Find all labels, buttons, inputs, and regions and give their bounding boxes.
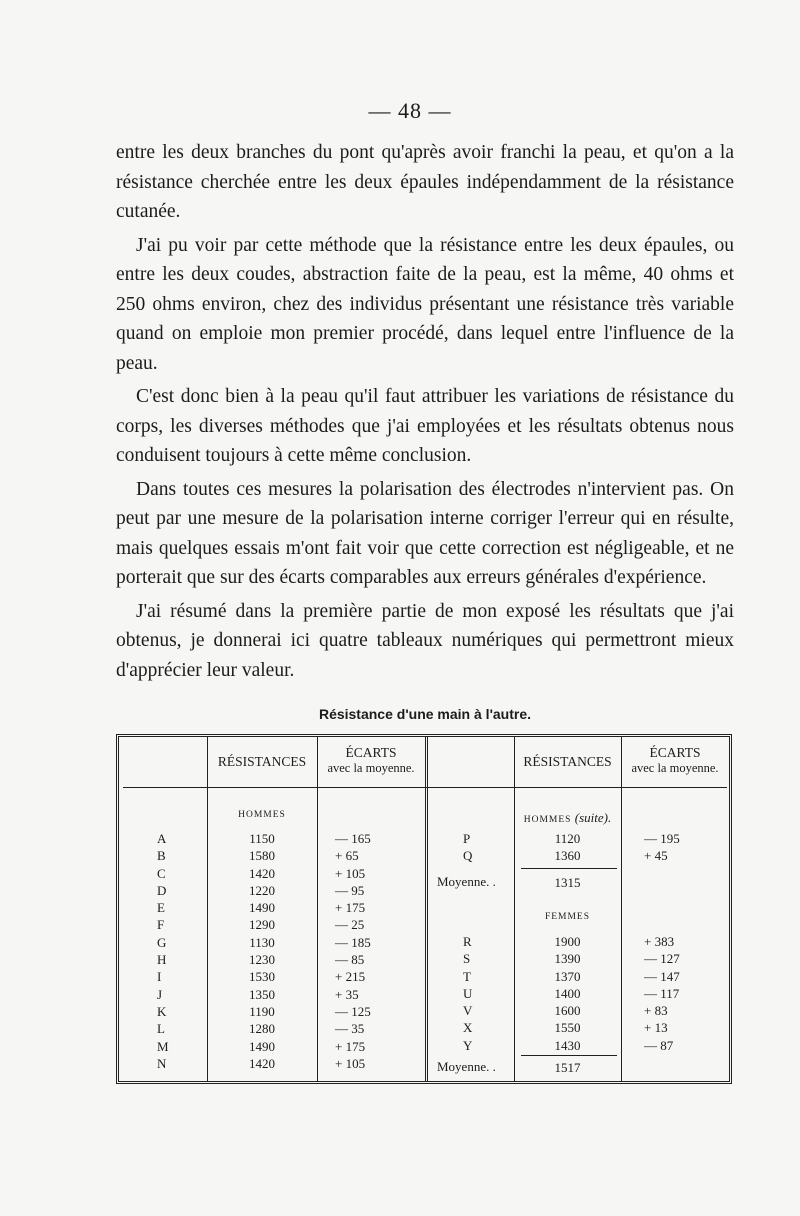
subject-letter: K bbox=[157, 1003, 167, 1019]
ecart-value: — 165 bbox=[335, 831, 371, 846]
paragraph: Dans toutes ces mesures la polarisation des électrodes n'intervient pas. On peut par une mesure de la polarisation interne corriger l'erreur qui en résulte, mais quelques essais m'ont fait voir que cette correction est négligeable, et ne porterait que sur des écarts comparables aux erreurs générales d'expérience. bbox=[116, 478, 734, 588]
subject-letter: B bbox=[157, 848, 166, 864]
paragraph: J'ai pu voir par cette méthode que la résistance entre les deux épaules, ou entre les deux coudes, abstraction faite de la peau, est la même, 40 ohms et 250 ohms environ, chez des individus présentant une résistance très variable quand on emploie mon premier procédé, dans lequel entre l'influence de la peau. bbox=[116, 234, 734, 374]
ecart-value: + 65 bbox=[335, 848, 359, 864]
resistance-value: 1220 bbox=[249, 882, 275, 898]
resistance-value: 1280 bbox=[249, 1021, 275, 1037]
right-hommes-letters bbox=[463, 830, 493, 865]
column-rule bbox=[621, 737, 622, 1081]
subject-letter: Q bbox=[463, 848, 473, 864]
ecart-value: + 13 bbox=[644, 1020, 668, 1036]
ecart-value: — 147 bbox=[644, 968, 680, 984]
subject-letter: U bbox=[463, 985, 473, 1001]
resistance-value: 1370 bbox=[554, 968, 581, 984]
body-text bbox=[116, 138, 734, 689]
resistance-value: 1400 bbox=[554, 985, 581, 1001]
right-femmes-letters bbox=[463, 933, 493, 1054]
ecart-value: — 125 bbox=[335, 1003, 371, 1019]
subject-letter: G bbox=[157, 934, 167, 950]
resistance-value: 1190 bbox=[249, 1003, 275, 1019]
left-letters bbox=[157, 830, 187, 1072]
ecart-value: — 185 bbox=[335, 934, 371, 950]
resistance-value: 1420 bbox=[249, 1055, 275, 1071]
resistance-value: 1900 bbox=[554, 934, 581, 949]
column-rule bbox=[425, 737, 428, 1081]
hommes-suite-label bbox=[514, 810, 621, 826]
resistance-value: 1150 bbox=[249, 831, 275, 846]
subject-letter: T bbox=[463, 968, 471, 984]
subject-letter: C bbox=[157, 865, 166, 881]
resistance-value: 1420 bbox=[249, 865, 275, 881]
resistance-value: 1490 bbox=[249, 900, 275, 916]
resistance-value: 1490 bbox=[249, 1038, 275, 1054]
ecart-value: + 215 bbox=[335, 969, 366, 985]
header-ecarts-sub: avec la moyenne. bbox=[327, 761, 415, 775]
ecart-value: — 95 bbox=[335, 882, 365, 898]
subject-letter: J bbox=[157, 986, 163, 1002]
header-rule bbox=[123, 787, 727, 788]
femmes-label: FEMMES bbox=[544, 912, 591, 922]
resistance-value: 1530 bbox=[249, 969, 275, 985]
paragraph: J'ai résumé dans la première partie de mon exposé les résultats que j'ai obtenus, je donnerai ici quatre tableaux numériques qui permettront mieux d'apprécier leur valeur. bbox=[116, 600, 734, 681]
subject-letter: Y bbox=[463, 1037, 473, 1053]
ecart-value: — 117 bbox=[644, 985, 680, 1001]
ecart-value: — 85 bbox=[335, 952, 365, 968]
ecart-value: + 383 bbox=[644, 934, 675, 949]
sum-rule bbox=[521, 868, 617, 869]
resistance-value: 1550 bbox=[554, 1020, 581, 1036]
resistance-value: 1230 bbox=[249, 952, 275, 968]
ecart-value: + 45 bbox=[644, 848, 668, 864]
header-resistances: RÉSISTANCES bbox=[217, 754, 307, 769]
resistance-value: 1360 bbox=[554, 848, 581, 864]
subject-letter: I bbox=[157, 969, 162, 985]
ecart-value: + 35 bbox=[335, 986, 359, 1002]
moyenne-hommes-value: 1315 bbox=[554, 875, 581, 890]
moyenne-femmes-label: Moyenne. . bbox=[437, 1059, 496, 1074]
subject-letter: D bbox=[157, 882, 167, 898]
right-hommes-ecarts bbox=[644, 830, 724, 865]
left-ecarts bbox=[335, 830, 415, 1072]
page-number: — 48 — bbox=[368, 98, 452, 123]
left-resistances bbox=[207, 830, 317, 1072]
subject-letter: E bbox=[157, 900, 165, 916]
resistance-value: 1350 bbox=[249, 986, 275, 1002]
paragraph: entre les deux branches du pont qu'après avoir franchi la peau, et qu'on a la résistance cherchée entre les deux épaules indépendamment de la résistance cutanée. bbox=[116, 142, 734, 222]
resistance-value: 1430 bbox=[554, 1037, 581, 1053]
resistance-value: 1390 bbox=[554, 951, 581, 967]
paragraph: C'est donc bien à la peau qu'il faut attribuer les variations de résistance du corps, les diverses méthodes que j'ai employées et les résultats obtenus nous conduisent toujours à cette même conclusion. bbox=[116, 386, 734, 466]
column-rule bbox=[317, 737, 318, 1081]
right-femmes-resistances bbox=[514, 933, 621, 1054]
ecart-value: — 25 bbox=[335, 917, 365, 933]
hommes-suite-text: HOMMES bbox=[523, 815, 572, 825]
header-resistances-right: RÉSISTANCES bbox=[523, 754, 612, 769]
moyenne-hommes-label: Moyenne. . bbox=[437, 874, 496, 889]
resistance-value: 1120 bbox=[554, 831, 581, 846]
resistance-value: 1290 bbox=[249, 917, 275, 933]
sum-rule bbox=[521, 1055, 617, 1056]
subject-letter: L bbox=[157, 1021, 165, 1037]
ecart-value: — 35 bbox=[335, 1021, 365, 1037]
subject-letter: F bbox=[157, 917, 165, 933]
resistance-value: 1580 bbox=[249, 848, 275, 864]
ecart-value: + 105 bbox=[335, 1055, 366, 1071]
table-caption: Résistance d'une main à l'autre. bbox=[318, 706, 532, 722]
resistance-value: 1130 bbox=[249, 934, 275, 950]
ecart-value: + 175 bbox=[335, 1038, 366, 1054]
right-femmes-ecarts bbox=[644, 933, 724, 1054]
moyenne-femmes-value: 1517 bbox=[554, 1060, 581, 1075]
ecart-value: — 127 bbox=[644, 951, 680, 967]
header-ecarts-right: ÉCARTS bbox=[649, 745, 701, 760]
ecart-value: — 195 bbox=[644, 831, 680, 846]
subject-letter: X bbox=[463, 1020, 473, 1036]
ecart-value: + 83 bbox=[644, 1003, 668, 1019]
ecart-value: — 87 bbox=[644, 1037, 674, 1053]
hommes-label: HOMMES bbox=[238, 810, 286, 820]
subject-letter: A bbox=[157, 831, 167, 846]
ecart-value: + 175 bbox=[335, 900, 366, 916]
header-ecarts: ÉCARTS bbox=[345, 745, 397, 760]
resistance-table bbox=[116, 734, 732, 1084]
subject-letter: N bbox=[157, 1055, 167, 1071]
subject-letter: V bbox=[463, 1003, 473, 1019]
subject-letter: H bbox=[157, 952, 167, 968]
subject-letter: S bbox=[463, 951, 471, 967]
subject-letter: M bbox=[157, 1038, 169, 1054]
subject-letter: P bbox=[463, 831, 471, 846]
header-ecarts-sub-right: avec la moyenne. bbox=[631, 761, 719, 775]
ecart-value: + 105 bbox=[335, 865, 366, 881]
resistance-value: 1600 bbox=[554, 1003, 581, 1019]
subject-letter: R bbox=[463, 934, 472, 949]
hommes-suite-em: (suite). bbox=[574, 810, 612, 825]
right-hommes-resistances bbox=[514, 830, 621, 865]
